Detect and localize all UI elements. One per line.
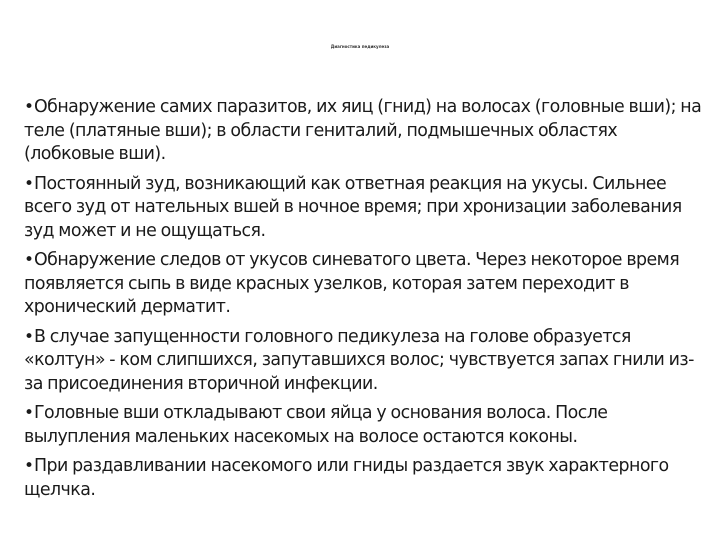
bullet-icon: •	[24, 250, 34, 270]
bullet-item	[24, 455, 708, 502]
bullet-item	[24, 173, 708, 244]
slide-title: Диагностика педикулеза	[330, 44, 390, 49]
bullet-icon: •	[24, 326, 34, 347]
bullet-item	[24, 326, 708, 397]
bullet-text: При раздавливании насекомого или гниды раздается звук характерного щелчка.	[24, 456, 669, 500]
bullet-text: Обнаружение самих паразитов, их яиц (гнид) на волосах (головные вши); на теле (платяные вши); в области гениталий, подмышечных областях (лобковые вши).	[24, 97, 702, 164]
bullet-item	[24, 96, 708, 167]
bullet-icon: •	[24, 456, 34, 476]
bullet-text: Обнаружение следов от укусов синеватого цвета. Через некоторое время появляется сыпь в виде красных узелков, которая затем переходит в хронический дерматит.	[24, 250, 680, 317]
bullet-text: Головные вши откладывают свои яйца у основания волоса. После вылупления маленьких насекомых на волосе остаются коконы.	[24, 403, 608, 447]
bullet-list	[24, 96, 708, 508]
bullet-text: Постоянный зуд, возникающий как ответная реакция на укусы. Сильнее всего зуд от нательных вшей в ночное время; при хронизации заболевания зуд может и не ощущаться.	[24, 173, 682, 241]
bullet-icon: •	[24, 173, 34, 194]
bullet-text: В случае запущенности головного педикулеза на голове образуется «колтун» - ком слипшихся, запутавшихся волос; чувствуется запах гнили из-за присоединения вторичной инфекции.	[24, 326, 694, 394]
bullet-item	[24, 249, 708, 320]
bullet-icon: •	[24, 403, 34, 423]
bullet-item	[24, 402, 708, 449]
bullet-icon: •	[24, 97, 34, 117]
